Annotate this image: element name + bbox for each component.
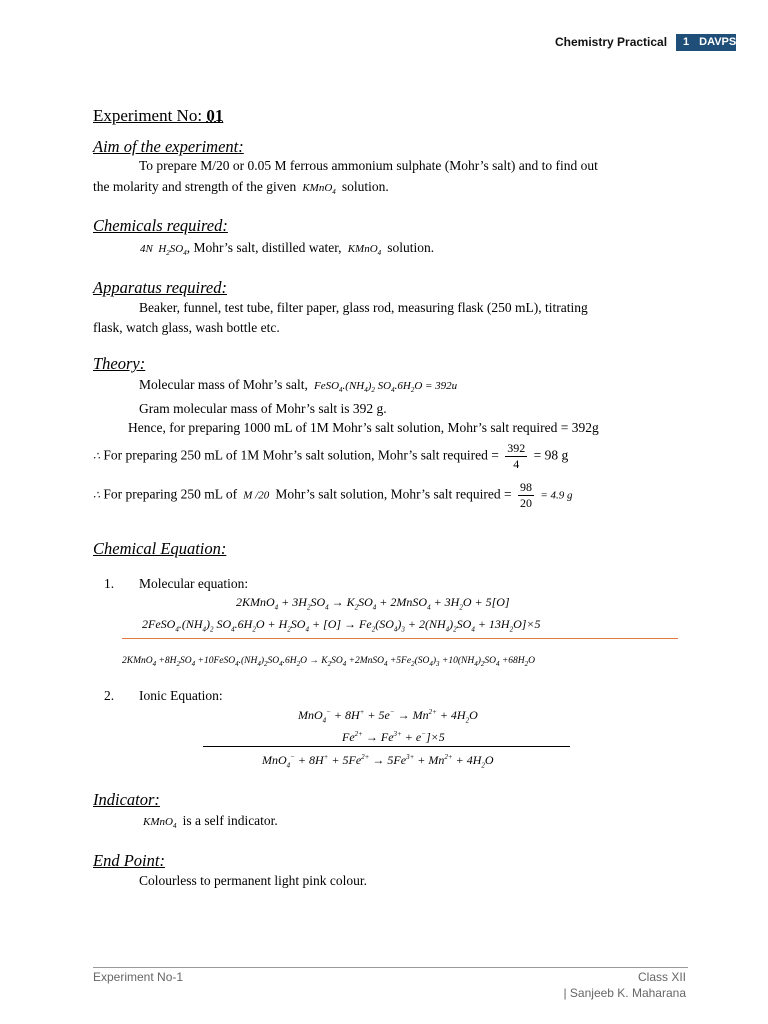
footer-rule	[93, 967, 688, 968]
header-rule	[676, 50, 736, 51]
molecular-eq-net: 2KMnO$_4$ $+8H_2SO_4$ $+10FeSO_4.(NH_4)_2SO_4.6H_2O \to K_2SO_4$ +2MnSO$_4$ $+5Fe_2(SO_4)_3 +10(NH_4)_2SO_4 +68H_2O$	[122, 656, 536, 668]
header-title: Chemistry Practical	[555, 35, 668, 49]
theory-line-4: ∴ For preparing 250 mL of 1M Mohr’s salt solution, Mohr’s salt required = $\frac{392}{4}$ = 98 g	[93, 441, 569, 471]
fraction: $\frac{98}{20}$	[519, 480, 532, 510]
theory-line-2: Gram molecular mass of Mohr’s salt is 392 g.	[139, 401, 387, 416]
header-badge	[676, 34, 736, 50]
experiment-title: Experiment No: 01	[93, 106, 224, 125]
endpoint-text: Colourless to permanent light pink colour.	[139, 873, 367, 888]
page-number: 1	[683, 36, 690, 48]
endpoint-heading: End Point:	[93, 851, 165, 870]
theory-line-3: Hence, for preparing 1000 mL of 1M Mohr’s salt solution, Mohr’s salt required = 392g	[128, 420, 599, 435]
m20-formula: M /20	[240, 489, 272, 502]
theory-heading: Theory:	[93, 354, 146, 373]
indicator-text: KMnO$_4$ is a self indicator.	[143, 813, 278, 831]
chemicals-heading: Chemicals required:	[93, 216, 228, 235]
h2so4-formula: 4N $H_2SO_4$	[140, 243, 187, 258]
kmno4-formula: KMnO$_4$	[299, 182, 336, 197]
chemicals-line: 4N $H_2SO_4$, Mohr’s salt, distilled water, KMnO$_4$ solution.	[140, 240, 435, 258]
ionic-divider	[203, 746, 570, 747]
list-number: 1.	[104, 576, 115, 591]
aim-heading: Aim of the experiment:	[93, 137, 244, 156]
mohrs-salt-formula: $FeSO_4.(NH_4)_2$ $SO_4.6H_2O = 392u$	[311, 380, 458, 395]
indicator-heading: Indicator:	[93, 790, 160, 809]
ionic-eq-net: $MnO_4^- + 8H^+ + 5Fe^{2+} \to 5Fe^{3+} + Mn^{2+} + 4H_2O$	[262, 753, 494, 770]
molecular-eq-1: 2KMnO$_4$ + $3H_2SO_4 \to K_2SO_4$ + 2MnSO$_4$ + $3H_2O + 5[O]$	[236, 595, 510, 612]
list-number: 2.	[104, 688, 115, 703]
theory-line-5: ∴ For preparing 250 mL of M /20 Mohr’s salt solution, Mohr’s salt required = $\frac{98}{20}$ = 4.9 g	[93, 480, 573, 510]
equation-heading: Chemical Equation:	[93, 539, 227, 558]
apparatus-line-1: Beaker, funnel, test tube, filter paper, glass rod, measuring flask (250 mL), titrating	[139, 300, 588, 315]
apparatus-heading: Apparatus required:	[93, 278, 227, 297]
theory-line-1: Molecular mass of Mohr’s salt, $FeSO_4.(NH_4)_2$ $SO_4.6H_2O = 392u$	[139, 377, 458, 395]
ionic-eq-1: $MnO_4^- + 8H^+ + 5e^- \to Mn^{2+} + 4H_2O$	[298, 708, 478, 725]
footer-class: Class XII	[637, 970, 686, 984]
kmno4-formula: KMnO$_4$	[344, 243, 382, 258]
kmno4-formula: KMnO$_4$	[143, 816, 177, 831]
footer-author: | Sanjeeb K. Maharana	[563, 986, 686, 1000]
molecular-eq-2: $2FeSO_4.(NH_4)_2$ $SO_4.6H_2O + H_2SO_4 + [O] \to Fe_2(SO_4)_3 + 2(NH_4)_2SO_4 + 13H_2O]\times 5$	[142, 617, 541, 634]
therefore-icon: ∴	[93, 450, 100, 463]
aim-line-2: the molarity and strength of the given KMnO$_4$ solution.	[93, 179, 389, 197]
experiment-number: 01	[206, 106, 224, 125]
header-org: DAVPS	[699, 36, 737, 48]
ionic-eq-2: $Fe^{2+} \to Fe^{3+} + e^-]\times 5$	[342, 730, 445, 744]
aim-line-1: To prepare M/20 or 0.05 M ferrous ammonium sulphate (Mohr’s salt) and to find out	[139, 158, 598, 173]
fraction: $\frac{392}{4}$	[507, 441, 526, 471]
footer-left: Experiment No-1	[93, 970, 184, 984]
molecular-equation-label: Molecular equation:	[139, 576, 249, 591]
apparatus-line-2: flask, watch glass, wash bottle etc.	[93, 320, 280, 335]
ionic-equation-label: Ionic Equation:	[139, 688, 223, 703]
equation-divider	[122, 638, 678, 639]
result-value: = 4.9 g	[540, 489, 573, 502]
therefore-icon: ∴	[93, 489, 100, 502]
